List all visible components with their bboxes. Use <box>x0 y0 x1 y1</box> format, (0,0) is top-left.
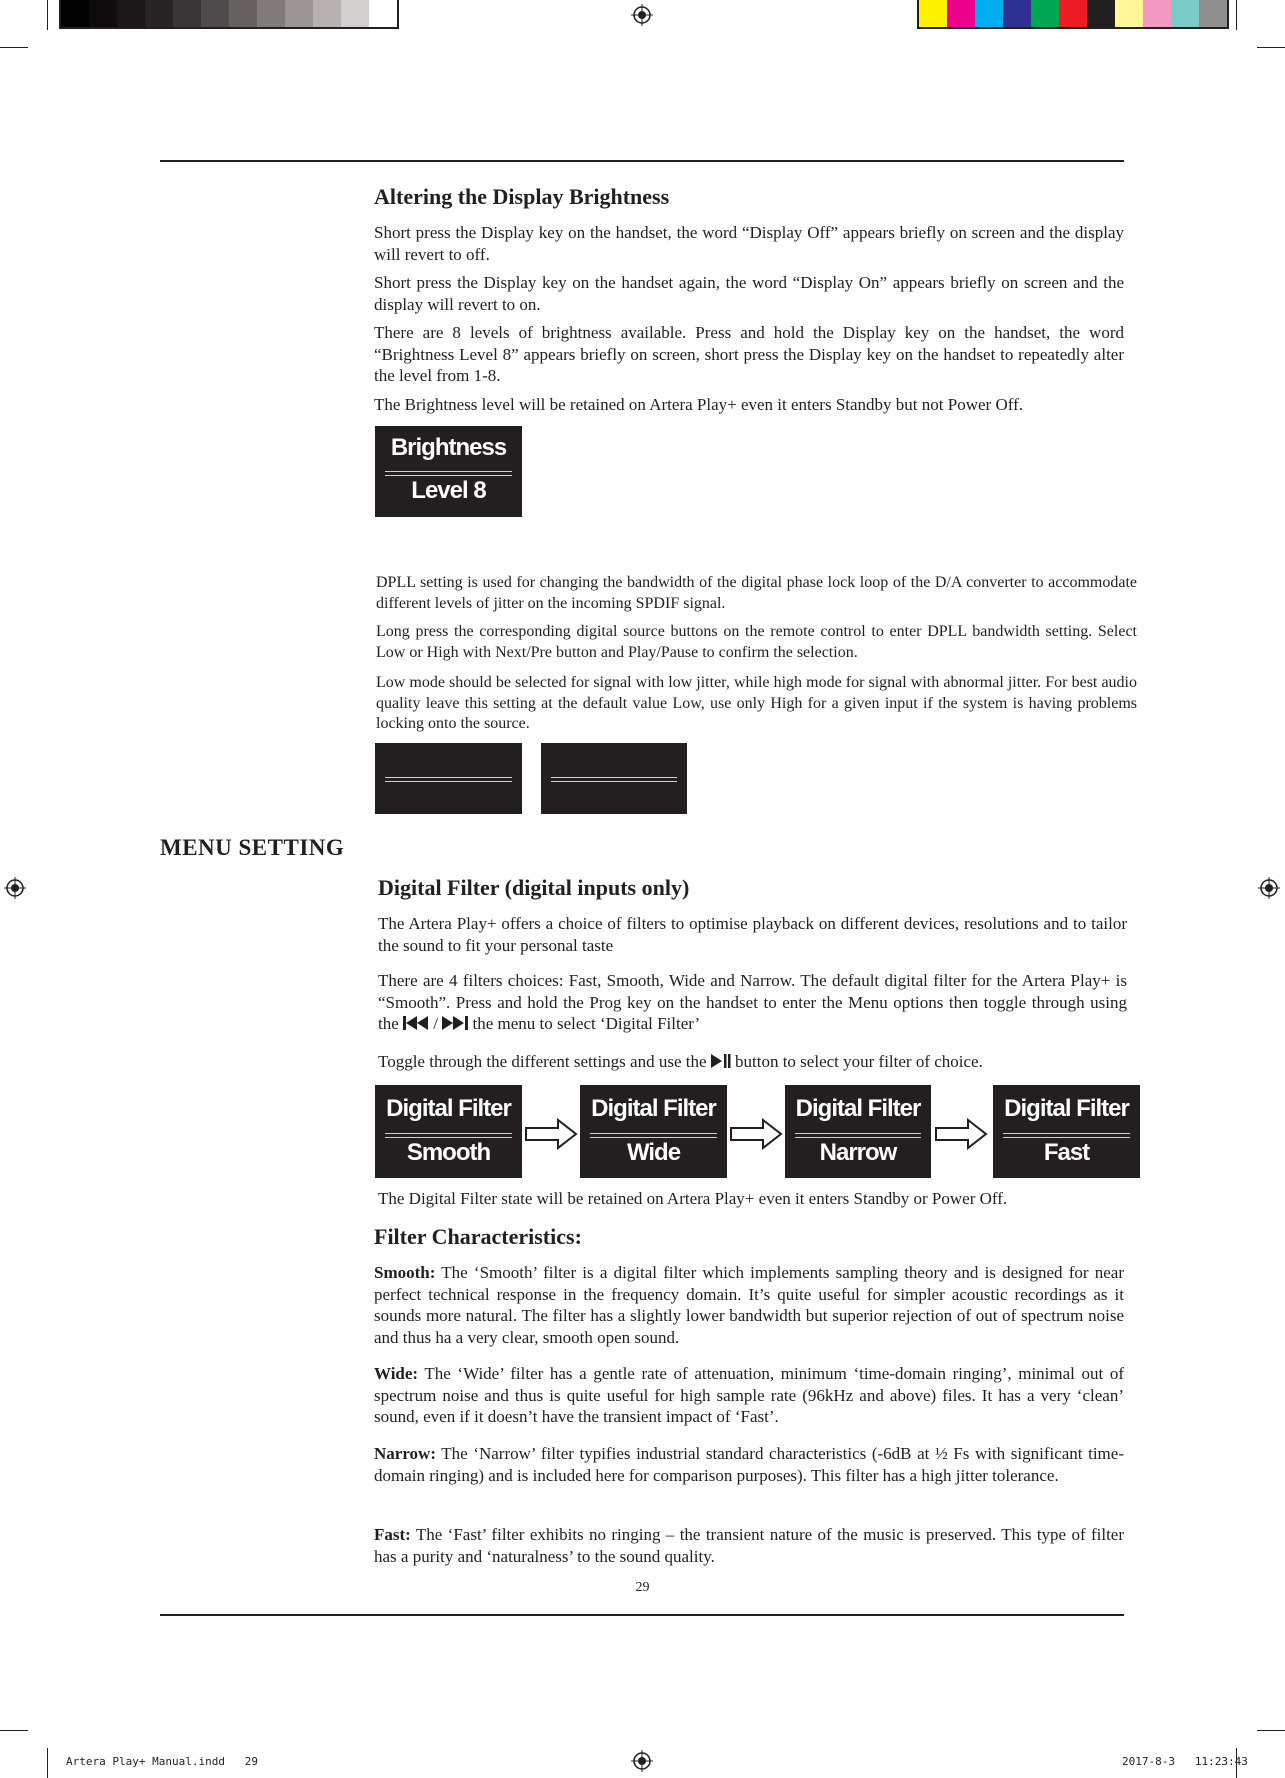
color-swatch <box>229 0 257 27</box>
screen-line-1: Digital Filter <box>795 1095 921 1122</box>
brightness-heading: Altering the Display Brightness <box>374 184 670 209</box>
crop-mark <box>1257 47 1285 48</box>
screen-separator <box>385 1133 512 1138</box>
color-swatch <box>145 0 173 27</box>
filter-characteristics-heading: Filter Characteristics: <box>374 1224 582 1249</box>
filter-name: Fast: <box>374 1525 411 1544</box>
registration-mark-icon <box>631 4 653 26</box>
brightness-paragraph: Short press the Display key on the handset, the word “Display Off” appears briefly on screen and the display will revert to off. <box>374 223 1124 264</box>
screen-separator <box>590 1133 717 1138</box>
page-number: 29 <box>635 1580 650 1595</box>
brightness-paragraph: There are 8 levels of brightness available. Press and hold the Display key on the handset, the word “Brightness Level 8” appears briefly on screen, short press the Display key on the handset to repeatedly alter the level from 1-8. <box>374 323 1124 386</box>
filter-characteristic-narrow <box>374 1443 1124 1486</box>
color-swatch <box>947 0 975 27</box>
dpll-low-screen <box>375 743 522 814</box>
color-swatch <box>173 0 201 27</box>
color-swatch <box>1087 0 1115 27</box>
screen-separator <box>385 777 512 782</box>
top-rule <box>160 160 1124 162</box>
filter-screen-wide <box>580 1085 727 1178</box>
crop-mark <box>0 1730 28 1731</box>
digital-filter-heading: Digital Filter (digital inputs only) <box>378 875 690 900</box>
color-swatch <box>1143 0 1171 27</box>
dpll-paragraph: DPLL setting is used for changing the bandwidth of the digital phase lock loop of the D/A converter to accommodate different levels of jitter on the incoming SPDIF signal. <box>376 574 1137 612</box>
crop-mark <box>1236 0 1237 30</box>
filter-description: The ‘Narrow’ filter typifies industrial standard characteristics (-6dB at ½ Fs with significant time-domain ringing) and is included here for comparison purposes). This filter has a high jitter tolerance. <box>374 1444 1124 1485</box>
color-swatch <box>61 0 89 27</box>
digital-filter-toggle-note <box>378 1051 1127 1073</box>
grayscale-color-bar <box>59 0 399 29</box>
crop-mark <box>47 0 48 30</box>
slug-timestamp: 2017-8-3 11:23:43 <box>1122 1755 1248 1768</box>
filter-name: Smooth: <box>374 1263 436 1282</box>
color-swatch <box>89 0 117 27</box>
digital-filter-instructions <box>378 970 1127 1035</box>
screen-line-2: Fast <box>1043 1139 1090 1166</box>
brightness-paragraph: The Brightness level will be retained on Artera Play+ even it enters Standby but not Power Off. <box>374 395 1023 414</box>
filter-name: Wide: <box>374 1364 419 1383</box>
screen-line-1: Digital Filter <box>591 1095 716 1122</box>
filter-screen-smooth <box>375 1085 522 1178</box>
color-swatch <box>341 0 369 27</box>
screen-line-2: Level 8 <box>411 477 486 504</box>
brightness-paragraph: Short press the Display key on the handset again, the word “Display On” appears briefly on screen and the display will revert to on. <box>374 273 1124 314</box>
registration-mark-icon <box>631 1750 653 1772</box>
previous-track-icon <box>403 1015 429 1031</box>
filter-screen-narrow <box>785 1085 931 1178</box>
filter-name: Narrow: <box>374 1444 436 1463</box>
bottom-rule <box>160 1614 1124 1616</box>
toggle-text-b: button to select your filter of choice. <box>735 1052 983 1071</box>
arrow-right-icon <box>729 1118 783 1150</box>
color-swatch <box>285 0 313 27</box>
color-swatch <box>117 0 145 27</box>
filter-description: The ‘Wide’ filter has a gentle rate of attenuation, minimum ‘time-domain ringing’, minimal out of spectrum noise and thus is quite useful for high sample rate (96kHz and above) files. It has a very ‘clean’ sound, even if it doesn’t have the transient impact of ‘Fast’. <box>374 1364 1124 1427</box>
menu-setting-heading: MENU SETTING <box>160 835 345 860</box>
crop-mark <box>47 1748 48 1778</box>
filter-characteristic-wide <box>374 1363 1124 1428</box>
slug-filename: Artera Play+ Manual.indd 29 <box>66 1755 259 1768</box>
screen-separator <box>795 1133 921 1138</box>
filter-description: The ‘Fast’ filter exhibits no ringing – the transient nature of the music is preserved. This type of filter has a purity and ‘naturalness’ to the sound quality. <box>374 1525 1124 1566</box>
color-swatch <box>1171 0 1199 27</box>
dpll-paragraph: Low mode should be selected for signal with low jitter, while high mode for signal with abnormal jitter. For best audio quality leave this setting at the default value Low, use only High for a given input if the system is having problems locking onto the source. <box>376 674 1137 732</box>
brightness-display-screen <box>375 426 522 517</box>
color-swatch <box>257 0 285 27</box>
filter-characteristic-smooth <box>374 1262 1124 1348</box>
screen-line-1: Digital Filter <box>386 1095 511 1122</box>
color-swatch <box>975 0 1003 27</box>
screen-separator <box>385 471 512 476</box>
play-pause-icon <box>711 1053 731 1069</box>
color-swatch <box>919 0 947 27</box>
screen-separator <box>551 777 677 782</box>
dpll-high-screen <box>541 743 687 814</box>
color-swatch <box>1115 0 1143 27</box>
color-swatch <box>369 0 397 27</box>
color-swatch <box>1003 0 1031 27</box>
color-swatch <box>201 0 229 27</box>
color-swatch <box>1059 0 1087 27</box>
color-swatch <box>1031 0 1059 27</box>
digital-filter-retained-note: The Digital Filter state will be retained on Artera Play+ even it enters Standby or Power Off. <box>378 1189 1008 1208</box>
next-track-icon <box>442 1015 468 1031</box>
screen-line-2: Narrow <box>819 1139 897 1166</box>
registration-mark-icon <box>4 877 26 899</box>
arrow-right-icon <box>524 1118 578 1150</box>
filter-characteristic-fast <box>374 1524 1124 1567</box>
color-swatch <box>1199 0 1227 27</box>
filter-description: The ‘Smooth’ filter is a digital filter which implements sampling theory and is designed for near perfect technical response in the frequency domain. It’s quite useful for simpler acoustic recordings as it sounds more natural. The filter has a slightly lower bandwidth but superior rejection of out of spectrum noise and thus ha a very clear, smooth open sound. <box>374 1263 1124 1347</box>
crop-mark <box>0 47 28 48</box>
filter-screen-fast <box>993 1085 1140 1178</box>
registration-mark-icon <box>1258 877 1280 899</box>
toggle-text-a: Toggle through the different settings and use the <box>378 1052 707 1071</box>
instructions-separator: / <box>433 1014 439 1034</box>
process-color-bar <box>917 0 1229 29</box>
crop-mark <box>1257 1730 1285 1731</box>
screen-separator <box>1003 1133 1130 1138</box>
digital-filter-intro: The Artera Play+ offers a choice of filters to optimise playback on different devices, resolutions and to tailor the sound to fit your personal taste <box>378 914 1127 955</box>
screen-line-2: Smooth <box>406 1139 491 1166</box>
arrow-right-icon <box>934 1118 988 1150</box>
screen-line-1: Brightness <box>390 434 507 461</box>
screen-line-1: Digital Filter <box>1004 1095 1129 1122</box>
color-swatch <box>313 0 341 27</box>
instructions-text-a: There are 4 filters choices: Fast, Smooth, Wide and Narrow. The default digital filter for the Artera Play+ is “Smooth”. Press and hold the Prog key on the handset to enter the Menu options then toggle through using the <box>378 971 1127 1034</box>
dpll-paragraph: Long press the corresponding digital source buttons on the remote control to enter DPLL bandwidth setting. Select Low or High with Next/Pre button and Play/Pause to confirm the selection. <box>376 623 1137 661</box>
screen-line-2: Wide <box>626 1139 681 1166</box>
instructions-text-b: the menu to select ‘Digital Filter’ <box>472 1014 701 1034</box>
